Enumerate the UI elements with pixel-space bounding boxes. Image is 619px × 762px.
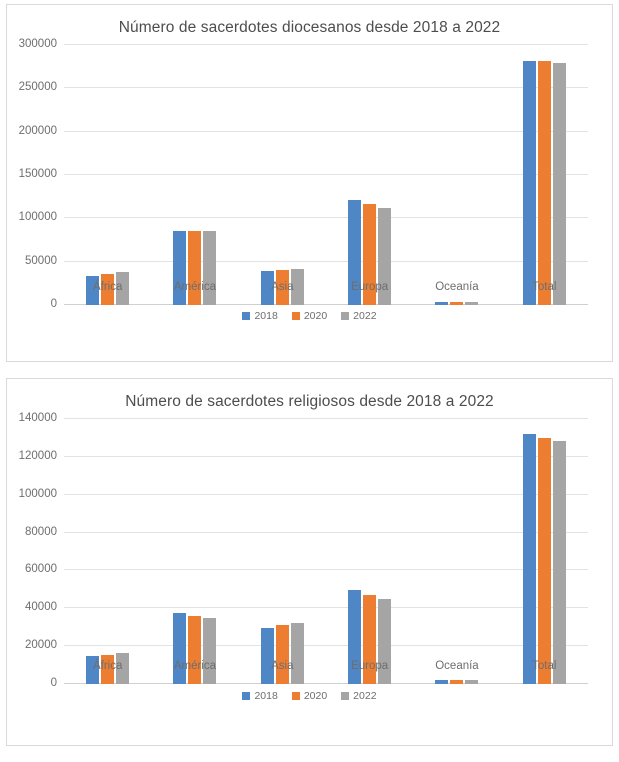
bar[interactable] (173, 231, 186, 305)
y-axis-tick-label: 40000 (25, 601, 57, 614)
legend-swatch-icon (292, 692, 300, 700)
y-axis-tick-label: 0 (50, 677, 57, 689)
legend-item[interactable] (242, 310, 277, 322)
x-axis-labels-religiosos (64, 660, 588, 672)
bar[interactable] (553, 63, 566, 305)
x-axis-tick-label: Europa (351, 281, 389, 293)
legend-religiosos (7, 690, 612, 702)
x-axis-tick-label: Oceanía (435, 281, 479, 293)
plot-canvas-diocesanos (18, 38, 588, 310)
legend-item[interactable] (341, 690, 376, 702)
x-axis-labels-diocesanos (64, 281, 588, 293)
bar[interactable] (435, 302, 448, 305)
x-axis-tick-label: Total (532, 281, 557, 293)
legend-swatch-icon (341, 692, 349, 700)
legend-label: 2022 (353, 690, 377, 702)
x-axis-tick-label: Europa (351, 660, 389, 672)
bar-group (151, 45, 238, 305)
bar[interactable] (276, 625, 289, 684)
bar-group (413, 45, 500, 305)
legend-swatch-icon (242, 692, 250, 700)
chart-card-religiosos (6, 378, 613, 746)
y-axis-tick-label: 0 (50, 298, 57, 310)
y-axis-tick-label: 20000 (25, 639, 57, 652)
bar[interactable] (465, 680, 478, 684)
y-axis-tick-label: 60000 (25, 563, 57, 576)
bar-group (326, 419, 413, 684)
bar[interactable] (538, 61, 551, 305)
y-axis-tick-label: 80000 (25, 525, 57, 538)
plot-canvas-religiosos (18, 412, 588, 689)
bar-group (239, 419, 326, 684)
x-axis-tick-label: Asia (271, 281, 294, 293)
legend-item[interactable] (341, 310, 376, 322)
x-axis-tick-label: América (173, 660, 217, 672)
bar[interactable] (188, 231, 201, 305)
y-axis-tick-label: 120000 (18, 449, 57, 462)
x-axis-tick-label: Total (532, 660, 557, 672)
bar[interactable] (538, 438, 551, 684)
x-axis-tick-label: África (92, 281, 123, 293)
legend-label: 2018 (254, 310, 278, 322)
legend-label: 2022 (353, 310, 377, 322)
legend-diocesanos (7, 310, 612, 322)
y-axis-tick-label: 300000 (18, 38, 57, 50)
x-axis-tick-label: Asia (271, 660, 294, 672)
bar[interactable] (435, 680, 448, 684)
bar[interactable] (465, 302, 478, 305)
bar[interactable] (188, 616, 201, 684)
bar-groups (64, 45, 588, 305)
y-axis-tick-label: 100000 (18, 211, 57, 224)
bar[interactable] (261, 628, 274, 684)
chart-title-diocesanos: Número de sacerdotes diocesanos desde 2018 a 2022 (118, 19, 501, 36)
legend-item[interactable] (292, 690, 327, 702)
bar[interactable] (450, 680, 463, 684)
chart-title-religiosos: Número de sacerdotes religiosos desde 2018 a 2022 (125, 393, 494, 410)
bar[interactable] (203, 618, 216, 684)
legend-swatch-icon (292, 312, 300, 320)
y-axis-tick-label: 50000 (25, 254, 57, 267)
bar[interactable] (523, 434, 536, 684)
bar-group (64, 45, 151, 305)
x-axis-tick-label: América (173, 281, 217, 293)
legend-label: 2020 (303, 310, 328, 322)
bar[interactable] (203, 231, 216, 305)
bar[interactable] (450, 302, 463, 305)
bar-group (64, 419, 151, 684)
legend-item[interactable] (242, 690, 277, 702)
chart-card-diocesanos (6, 4, 613, 362)
bar-group (151, 419, 238, 684)
plot-area-diocesanos (7, 38, 612, 310)
bar-group (239, 45, 326, 305)
plot-area-religiosos (7, 412, 612, 689)
bar-group (501, 45, 588, 305)
x-axis-tick-label: África (92, 660, 123, 672)
legend-label: 2020 (303, 690, 328, 702)
bar-group (501, 419, 588, 684)
bar[interactable] (523, 61, 536, 305)
legend-item[interactable] (292, 310, 327, 322)
legend-swatch-icon (341, 312, 349, 320)
y-axis-tick-label: 150000 (18, 168, 57, 180)
bar[interactable] (291, 623, 304, 684)
y-axis-tick-label: 200000 (18, 124, 57, 137)
y-axis-tick-label: 100000 (18, 487, 57, 500)
bar[interactable] (173, 613, 186, 684)
bar[interactable] (553, 441, 566, 684)
bar-group (413, 419, 500, 684)
y-axis-tick-label: 140000 (18, 412, 57, 424)
x-axis-tick-label: Oceanía (435, 660, 479, 672)
legend-swatch-icon (242, 312, 250, 320)
y-axis-tick-label: 250000 (18, 81, 57, 94)
legend-label: 2018 (254, 690, 278, 702)
bar-groups (64, 419, 588, 684)
bar-group (326, 45, 413, 305)
